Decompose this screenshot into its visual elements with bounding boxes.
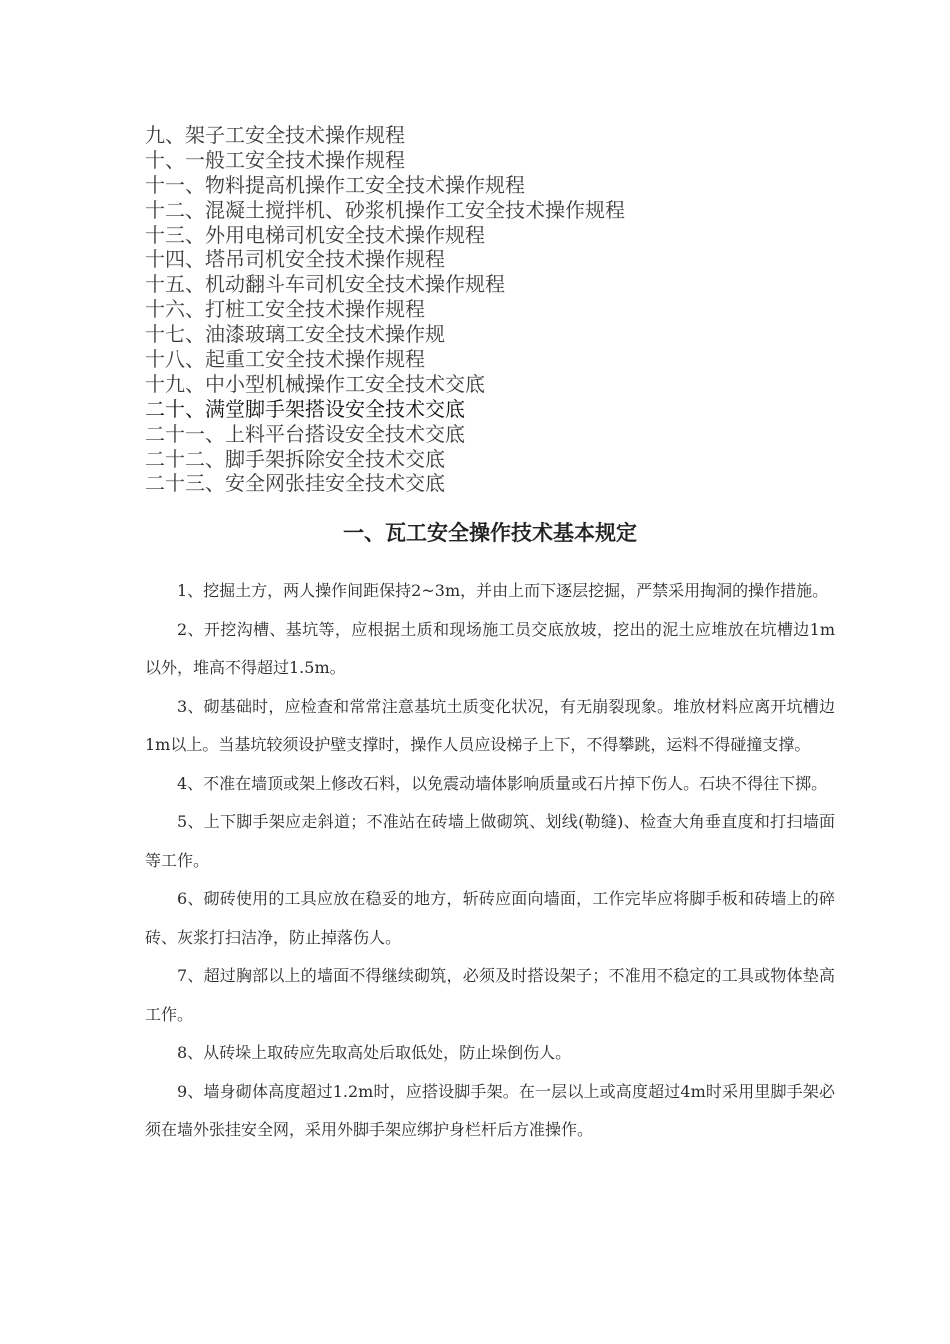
toc-item: 十六、打桩工安全技术操作规程 — [145, 297, 425, 322]
section-title: 一、瓦工安全操作技术基本规定 — [343, 521, 637, 545]
section-body — [145, 572, 835, 1150]
paragraph: 6、砌砖使用的工具应放在稳妥的地方，斩砖应面向墙面，工作完毕应将脚手板和砖墙上的碎砖、灰浆打扫洁净，防止掉落伤人。 — [145, 889, 835, 947]
toc-item: 九、架子工安全技术操作规程 — [145, 123, 405, 147]
toc-item: 二十一、上料平台搭设安全技术交底 — [145, 421, 465, 446]
toc-item: 十五、机动翻斗车司机安全技术操作规程 — [145, 272, 505, 297]
paragraph: 1、挖掘土方，两人操作间距保持2~3m，并由上而下逐层挖掘，严禁采用掏洞的操作措施。 — [177, 581, 829, 600]
toc-item: 十二、混凝土搅拌机、砂浆机操作工安全技术操作规程 — [145, 197, 625, 222]
toc-item: 二十三、安全网张挂安全技术交底 — [145, 471, 445, 496]
toc-item: 十、一般工安全技术操作规程 — [145, 147, 405, 172]
paragraph: 3、砌基础时，应检查和常常注意基坑土质变化状况，有无崩裂现象。堆放材料应离开坑槽边1m以上。当基坑较须设护壁支撑时，操作人员应设梯子上下，不得攀跳，运料不得碰撞支撑。 — [145, 696, 835, 754]
toc-item: 十三、外用电梯司机安全技术操作规程 — [145, 222, 485, 247]
toc-item: 十四、塔吊司机安全技术操作规程 — [145, 247, 445, 272]
toc-item: 十八、起重工安全技术操作规程 — [145, 347, 425, 372]
paragraph: 4、不准在墙顶或架上修改石料，以免震动墙体影响质量或石片掉下伤人。石块不得往下掷。 — [177, 773, 828, 793]
paragraph: 7、超过胸部以上的墙面不得继续砌筑，必须及时搭设架子；不准用不稳定的工具或物体垫高工作。 — [145, 966, 835, 1024]
paragraph: 2、开挖沟槽、基坑等，应根据土质和现场施工员交底放坡，挖出的泥土应堆放在坑槽边1m以外，堆高不得超过1.5m。 — [145, 619, 835, 677]
toc-item: 二十二、脚手架拆除安全技术交底 — [145, 446, 445, 471]
paragraph: 9、墙身砌体高度超过1.2m时，应搭设脚手架。在一层以上或高度超过4m时采用里脚手架必须在墙外张挂安全网，采用外脚手架应绑护身栏杆后方准操作。 — [145, 1081, 835, 1139]
toc-item: 十一、物料提高机操作工安全技术操作规程 — [145, 172, 525, 197]
paragraph: 8、从砖垛上取砖应先取高处后取低处，防止垛倒伤人。 — [177, 1043, 572, 1062]
toc-item: 二十、满堂脚手架搭设安全技术交底 — [145, 396, 465, 421]
toc-item: 十七、油漆玻璃工安全技术操作规 — [145, 322, 445, 347]
paragraph: 5、上下脚手架应走斜道；不准站在砖墙上做砌筑、划线(勒缝)、检查大角垂直度和打扫墙面等工作。 — [145, 812, 835, 870]
table-of-contents — [145, 123, 825, 496]
toc-item: 十九、中小型机械操作工安全技术交底 — [145, 371, 485, 396]
